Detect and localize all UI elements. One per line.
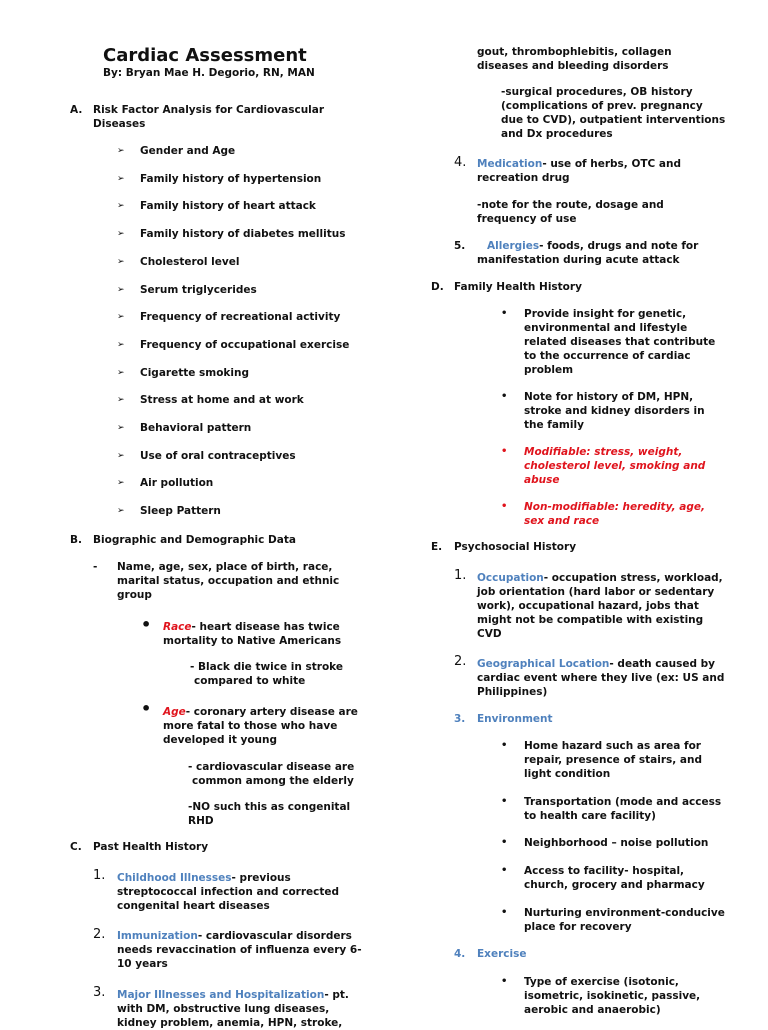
list-number: 4. [454,948,466,960]
family-bullet-text: problem [524,364,574,376]
non-modifiable-text: Non-modifiable: heredity, age, [524,501,705,513]
bullet-icon: • [501,391,508,402]
family-bullet-text: stroke and kidney disorders in [524,405,705,417]
age-text: more fatal to those who have [163,720,338,732]
bullet-icon: • [501,796,508,807]
family-bullet-text: to the occurrence of cardiac [524,350,691,362]
family-bullet-text: Provide insight for genetic, [524,308,687,320]
arrow-bullet-icon: ➢ [117,285,125,295]
arrow-bullet-icon: ➢ [117,423,125,433]
medication-label: Medication [477,158,543,170]
environment-text: Transportation (mode and access [524,796,722,808]
modifiable-text: Modifiable: stress, weight, [524,446,683,458]
section-c-letter: C. [70,841,82,853]
arrow-bullet-icon: ➢ [117,368,125,378]
risk-factor-item: Sleep Pattern [140,505,221,517]
list-number: 3. [454,713,466,725]
immunization-text: 10 years [117,958,168,970]
age-note: RHD [188,815,214,827]
list-number: 3. [93,985,106,1000]
medication-text: recreation drug [477,172,570,184]
section-e-letter: E. [431,541,443,553]
immunization-text: - cardiovascular disorders [197,930,352,942]
risk-factor-item: Family history of heart attack [140,200,316,212]
major-illness-text: kidney problem, anemia, HPN, stroke, [117,1017,343,1029]
arrow-bullet-icon: ➢ [117,506,125,516]
geo-text: cardiac event where they live (ex: US and [477,672,725,684]
bullet-icon: • [501,446,508,457]
occupation-text: work), occupational hazard, jobs that [477,600,699,612]
risk-factor-item: Cholesterol level [140,256,240,268]
risk-factor-item: Use of oral contraceptives [140,450,296,462]
non-modifiable-text: sex and race [524,515,600,527]
environment-text: repair, presence of stairs, and [524,754,702,766]
surgical-note: -surgical procedures, OB history [501,86,693,98]
race-note: compared to white [194,675,306,687]
list-number: 1. [93,868,106,883]
allergies-text: manifestation during acute attack [477,254,680,266]
arrow-bullet-icon: ➢ [117,201,125,211]
occupation-label: Occupation [477,572,544,584]
environment-text: light condition [524,768,611,780]
section-b-letter: B. [70,534,82,546]
surgical-note: (complications of prev. pregnancy [501,100,703,112]
family-bullet-text: related diseases that contribute [524,336,716,348]
occupation-text: CVD [477,628,502,640]
major-illness-item [117,988,349,1002]
list-number: 2. [93,927,106,942]
age-note: - cardiovascular disease are [188,761,355,773]
immunization-item [117,929,352,943]
bullet-icon: • [501,308,508,319]
demographic-text: marital status, occupation and ethnic [117,575,340,587]
risk-factor-item: Stress at home and at work [140,394,304,406]
age-label: Age [163,706,186,718]
major-illness-cont: gout, thrombophlebitis, collagen [477,46,672,58]
dash-bullet: - [93,561,98,573]
exercise-text: Type of exercise (isotonic, [524,976,679,988]
occupation-text: might not be compatible with existing [477,614,704,626]
childhood-text: - previous [231,872,291,884]
age-text: - coronary artery disease are [185,706,358,718]
bullet-icon: • [501,740,508,751]
section-b-heading: Biographic and Demographic Data [93,534,296,546]
section-d-letter: D. [431,281,444,293]
list-number: 1. [454,568,467,583]
age-note: -NO such this as congenital [188,801,351,813]
environment-text: Nurturing environment-conducive [524,907,725,919]
section-a-heading-cont: Diseases [93,118,146,130]
age-item [163,705,358,719]
bullet-icon: • [501,837,508,848]
occupation-item [477,571,723,585]
environment-label: Environment [477,713,553,725]
arrow-bullet-icon: ➢ [117,478,125,488]
section-a-letter: A. [70,104,83,116]
occupation-text: job orientation (hard labor or sedentary [477,586,715,598]
surgical-note: due to CVD), outpatient interventions [501,114,726,126]
geo-item [477,657,715,671]
race-label: Race [163,621,192,633]
exercise-text: isometric, isokinetic, passive, [524,990,701,1002]
major-illness-text: - pt. [324,989,349,1001]
environment-text: church, grocery and pharmacy [524,879,705,891]
geo-text: Philippines) [477,686,548,698]
list-number: 2. [454,654,467,669]
childhood-label: Childhood Illnesses [117,872,232,884]
arrow-bullet-icon: ➢ [117,340,125,350]
environment-text: to health care facility) [524,810,656,822]
risk-factor-item: Serum triglycerides [140,284,257,296]
allergies-text: - foods, drugs and note for [539,240,699,252]
risk-factor-item: Family history of diabetes mellitus [140,228,346,240]
bullet-icon: • [141,699,152,718]
major-illness-text: with DM, obstructive lung diseases, [117,1003,330,1015]
demographic-text: Name, age, sex, place of birth, race, [117,561,333,573]
section-d-heading: Family Health History [454,281,582,293]
environment-text: Home hazard such as area for [524,740,701,752]
geo-text: - death caused by [609,658,715,670]
race-text: mortality to Native Americans [163,635,342,647]
environment-text: place for recovery [524,921,632,933]
medication-note: frequency of use [477,213,577,225]
modifiable-text: abuse [524,474,560,486]
medication-text: - use of herbs, OTC and [542,158,681,170]
arrow-bullet-icon: ➢ [117,451,125,461]
bullet-icon: • [501,501,508,512]
exercise-label: Exercise [477,948,527,960]
page-title: Cardiac Assessment [103,45,307,66]
risk-factor-item: Gender and Age [140,145,236,157]
section-a-heading: Risk Factor Analysis for Cardiovascular [93,104,325,116]
immunization-label: Immunization [117,930,198,942]
age-text: developed it young [163,734,278,746]
arrow-bullet-icon: ➢ [117,174,125,184]
list-number: 4. [454,155,467,170]
risk-factor-item: Frequency of recreational activity [140,311,341,323]
allergies-label: Allergies [487,240,540,252]
exercise-text: aerobic and anaerobic) [524,1004,661,1016]
bullet-icon: • [501,865,508,876]
family-bullet-text: environmental and lifestyle [524,322,688,334]
risk-factor-item: Frequency of occupational exercise [140,339,350,351]
arrow-bullet-icon: ➢ [117,257,125,267]
geo-label: Geographical Location [477,658,610,670]
bullet-icon: • [501,976,508,987]
major-illness-label: Major Illnesses and Hospitalization [117,989,325,1001]
author-byline: By: Bryan Mae H. Degorio, RN, MAN [103,67,315,79]
family-bullet-text: the family [524,419,584,431]
bullet-icon: • [501,907,508,918]
arrow-bullet-icon: ➢ [117,146,125,156]
race-note: - Black die twice in stroke [190,661,343,673]
arrow-bullet-icon: ➢ [117,229,125,239]
arrow-bullet-icon: ➢ [117,312,125,322]
childhood-text: congenital heart diseases [117,900,270,912]
occupation-text: - occupation stress, workload, [543,572,723,584]
family-bullet-text: Note for history of DM, HPN, [524,391,694,403]
environment-text: Access to facility- hospital, [524,865,685,877]
immunization-text: needs revaccination of influenza every 6- [117,944,362,956]
risk-factor-item: Family history of hypertension [140,173,322,185]
bullet-icon: • [141,615,152,634]
section-c-heading: Past Health History [93,841,209,853]
medication-note: -note for the route, dosage and [477,199,664,211]
section-e-heading: Psychosocial History [454,541,577,553]
allergies-item [487,239,698,253]
race-item [163,620,340,634]
major-illness-cont: diseases and bleeding disorders [477,60,669,72]
childhood-item [117,871,291,885]
modifiable-text: cholesterol level, smoking and [524,460,706,472]
arrow-bullet-icon: ➢ [117,395,125,405]
environment-text: Neighborhood – noise pollution [524,837,709,849]
risk-factor-item: Cigarette smoking [140,367,249,379]
medication-item [477,157,681,171]
surgical-note: and Dx procedures [501,128,613,140]
list-number: 5. [454,240,466,252]
age-note: common among the elderly [192,775,354,787]
risk-factor-item: Behavioral pattern [140,422,252,434]
risk-factor-item: Air pollution [140,477,214,489]
race-text: - heart disease has twice [191,621,340,633]
childhood-text: streptococcal infection and corrected [117,886,340,898]
demographic-text: group [117,589,152,601]
